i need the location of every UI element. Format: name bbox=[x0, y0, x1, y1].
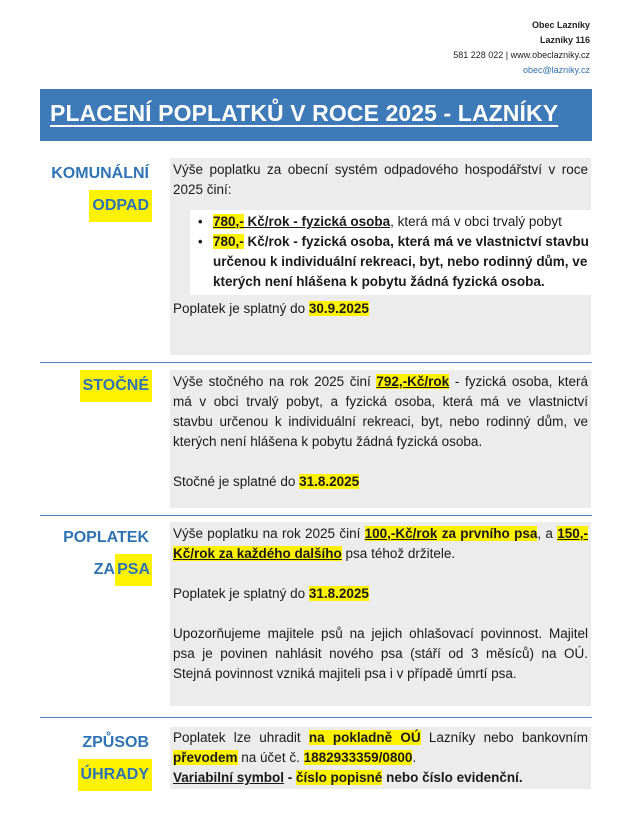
website-link[interactable]: www.obeclazniky.cz bbox=[510, 50, 590, 60]
divider bbox=[40, 362, 592, 363]
odpad-bullet-box bbox=[190, 210, 591, 295]
section-label-psa: POPLATEK ZAPSA bbox=[20, 522, 152, 586]
psa-notice: Upozorňujeme majitele psů na jejich ohlašovací povinnost. Majitel psa je povinen nahlásit nového psa (stáří od 3 měsíců) na OÚ. Stejná povinnost vzniká majiteli psa i v případě úmrtí psa. bbox=[173, 626, 588, 681]
list-item: • 780,- Kč/rok - fyzická osoba, která má v obci trvalý pobyt bbox=[170, 212, 591, 232]
page-title: PLACENÍ POPLATKŮ V ROCE 2025 - LAZNÍKY bbox=[50, 100, 559, 126]
uhrada-text: Poplatek lze uhradit na pokladně OÚ Lazníky nebo bankovním převodem na účet č. 1882933359/0800. bbox=[173, 730, 588, 765]
psa-text: Výše poplatku na rok 2025 činí 100,-Kč/rok za prvního psa, a 150,-Kč/rok za každého dalšího psa téhož držitele. bbox=[173, 526, 588, 561]
stocne-due: Stočné je splatné do 31.8.2025 bbox=[173, 474, 360, 489]
separator: | bbox=[503, 50, 511, 60]
label-highlight: ÚHRADY bbox=[78, 759, 152, 791]
panel-stocne bbox=[170, 370, 591, 508]
odpad-intro: Výše poplatku za obecní systém odpadového hospodářství v roce 2025 činí: bbox=[173, 162, 588, 197]
bullet1-highlight: 780,- Kč/rok - fyzická osoba bbox=[213, 214, 391, 229]
divider bbox=[40, 717, 592, 718]
label-line: POPLATEK bbox=[63, 529, 149, 546]
odpad-bullets bbox=[170, 212, 591, 292]
org-name: Obec Lazníky bbox=[531, 20, 590, 30]
section-label-uhrada bbox=[20, 727, 152, 791]
email-link[interactable]: obec@lazniky.cz bbox=[523, 65, 590, 75]
odpad-due: Poplatek je splatný do 30.9.2025 bbox=[173, 301, 369, 316]
label-line: KOMUNÁLNÍ bbox=[51, 165, 149, 182]
section-label-odpad bbox=[20, 158, 152, 222]
label-highlight: STOČNÉ bbox=[80, 370, 152, 402]
label-highlight: ODPAD bbox=[89, 190, 152, 222]
panel-psa bbox=[170, 522, 591, 706]
label-highlight: PSA bbox=[115, 554, 152, 586]
title-bar bbox=[40, 89, 592, 141]
phone-web-line bbox=[453, 48, 590, 63]
stocne-text: Výše stočného na rok 2025 činí 792,-Kč/rok - fyzická osoba, která má v obci trvalý pobyt, a fyzická osoba, která má ve vlastnictví stavbu určenou k individuální rekreaci, byt, nebo rodinný dům, ve kterých není hlášena k pobytu žádná fyzická osoba. bbox=[173, 374, 588, 449]
org-address: Lazníky 116 bbox=[539, 35, 590, 45]
contact-block bbox=[453, 18, 590, 78]
list-item: • 780,- Kč/rok - fyzická osoba, která má ve vlastnictví stavbu určenou k individuální rekreaci, byt, nebo rodinný dům, ve kterých není hlášena k pobytu žádná fyzická osoba. bbox=[170, 232, 591, 292]
psa-due: Poplatek je splatný do 31.8.2025 bbox=[173, 586, 369, 601]
divider bbox=[40, 515, 592, 516]
uhrada-vs: Variabilní symbol - číslo popisné nebo číslo evidenční. bbox=[173, 770, 523, 785]
panel-odpad bbox=[170, 158, 591, 355]
section-label-stocne bbox=[20, 370, 152, 402]
label-line: ZPŮSOB bbox=[82, 734, 149, 751]
panel-uhrada bbox=[170, 727, 591, 789]
phone: 581 228 022 bbox=[453, 50, 504, 60]
